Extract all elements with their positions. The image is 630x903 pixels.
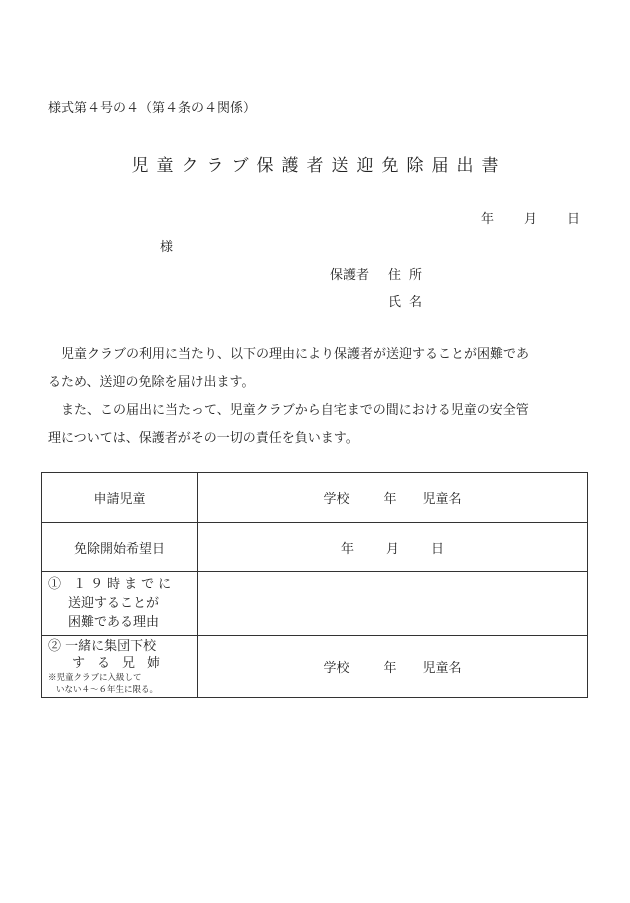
sibling-grade-label: 年 — [383, 661, 397, 676]
reason-label-line-3: 困難である理由 — [68, 615, 160, 630]
paragraph-2 — [48, 397, 588, 453]
grade-label: 年 — [383, 492, 397, 507]
sibling-label-line-1: ② 一緒に集団下校 — [48, 638, 157, 654]
school-label: 学校 — [323, 492, 350, 507]
reason-label-line-2: 送迎することが — [68, 596, 160, 611]
start-day-label: 日 — [431, 541, 445, 557]
start-date-label: 免除開始希望日 — [42, 523, 198, 572]
applicant-child-label: 申請児童 — [42, 473, 198, 523]
paragraph-1-line-1: 児童クラブの利用に当たり、以下の理由により保護者が送迎することが困難であ — [61, 347, 530, 362]
form-number: 様式第４号の４（第４条の４関係） — [48, 101, 257, 116]
paragraph-1-line-2: るため、送迎の免除を届け出ます。 — [48, 375, 255, 390]
date-year-label: 年 — [481, 212, 495, 227]
guardian-address-label: 住所 — [388, 268, 431, 283]
child-name-label: 児童名 — [422, 492, 462, 507]
sibling-child-name-label: 児童名 — [422, 661, 462, 676]
reason-field[interactable] — [198, 572, 588, 636]
paragraph-1 — [48, 341, 588, 397]
sibling-field[interactable] — [198, 636, 588, 698]
paragraph-2-line-1: また、この届出に当たって、児童クラブから自宅までの間における児童の安全管 — [61, 403, 529, 418]
table-row-reason — [42, 572, 588, 636]
guardian-label: 保護者 — [330, 268, 370, 283]
sibling-note-line-1: ※児童クラブに入級して — [48, 672, 142, 683]
start-month-label: 月 — [385, 541, 399, 557]
sibling-label — [42, 636, 198, 698]
reason-label — [42, 572, 198, 636]
start-date-field[interactable] — [198, 523, 588, 572]
date-day-label: 日 — [567, 212, 581, 227]
table-row-applicant-child — [42, 473, 588, 523]
addressee-suffix: 様 — [160, 240, 174, 255]
reason-label-line-1: ① １９時までに — [48, 577, 176, 592]
sibling-label-line-2: する兄姉 — [72, 655, 173, 671]
application-table — [41, 472, 588, 698]
start-year-label: 年 — [340, 541, 354, 557]
applicant-child-field[interactable] — [198, 473, 588, 523]
sibling-note-line-2: いない４～６年生に限る。 — [56, 684, 159, 695]
paragraph-2-line-2: 理については、保護者がその一切の責任を負います。 — [48, 431, 359, 446]
table-row-start-date — [42, 523, 588, 572]
table-row-sibling — [42, 636, 588, 698]
guardian-name-label: 氏名 — [388, 295, 431, 310]
sibling-school-label: 学校 — [323, 661, 350, 676]
date-month-label: 月 — [524, 212, 538, 227]
document-title: 児童クラブ保護者送迎免除届出書 — [131, 156, 507, 176]
